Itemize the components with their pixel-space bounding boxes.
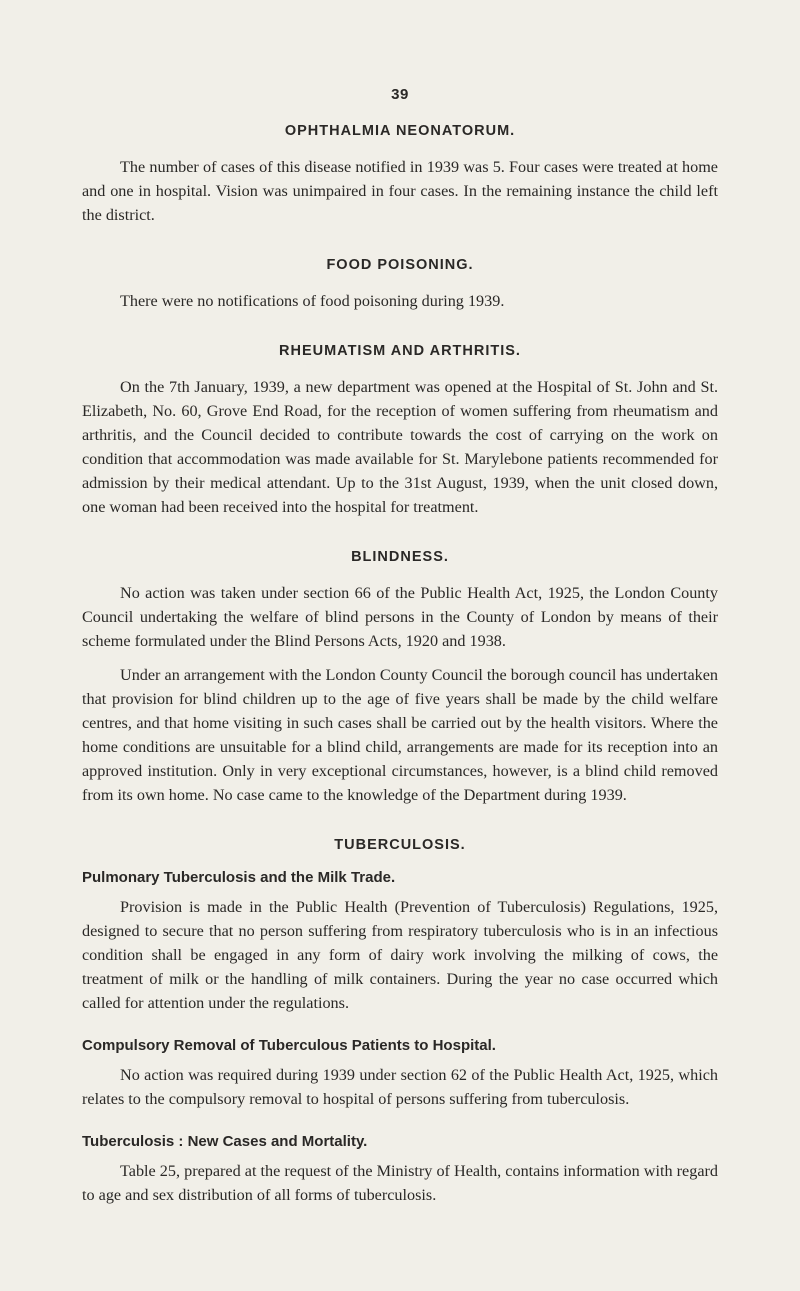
paragraph: On the 7th January, 1939, a new department was opened at the Hospital of St. John and St. Elizabeth, No. 60, Grove End Road, for the reception of women suffering from rheumatism and arthritis, and the Council decided to contribute towards the cost of carrying on the work on condition that accommodation was made available for St. Marylebone patients recommended for admission by their medical attendant. Up to the 31st August, 1939, when the unit closed down, one woman had been received into the hospital for treatment. xyxy=(82,378,718,516)
section-heading: BLINDNESS. xyxy=(351,549,449,565)
paragraph: No action was required during 1939 under section 62 of the Public Health Act, 1925, which relates to the compulsory removal to hospital of persons suffering from tuberculosis. xyxy=(82,1066,718,1108)
subsection-compulsory-removal xyxy=(82,1037,718,1111)
section-heading: OPHTHALMIA NEONATORUM. xyxy=(284,123,516,139)
sub-heading: Tuberculosis : New Cases and Mortality. xyxy=(82,1133,368,1150)
paragraph: Under an arrangement with the London County Council the borough council has undertaken that provision for blind children up to the age of five years shall be made by the child welfare centres, and that home visiting in such cases shall be carried out by the health visitors. Where the home conditions are unsuitable for a blind child, arrangements are made for its reception into an approved institution. Only in very exceptional circumstances, however, is a blind child removed from its own home. No case came to the knowledge of the Department during 1939. xyxy=(82,666,718,804)
page-number: 39 xyxy=(391,86,409,103)
section-rheumatism xyxy=(82,343,718,519)
paragraph: Table 25, prepared at the request of the Ministry of Health, contains information with regard to age and sex distribution of all forms of tuberculosis. xyxy=(82,1162,718,1204)
subsection-milk-trade xyxy=(82,869,718,1015)
paragraph: The number of cases of this disease notified in 1939 was 5. Four cases were treated at home and one in hospital. Vision was unimpaired in four cases. In the remaining instance the child left the district. xyxy=(82,158,718,224)
section-heading: RHEUMATISM AND ARTHRITIS. xyxy=(279,343,521,359)
section-blindness xyxy=(82,549,718,807)
section-food-poisoning xyxy=(82,257,718,313)
sub-heading: Pulmonary Tuberculosis and the Milk Trade. xyxy=(82,869,396,886)
paragraph: No action was taken under section 66 of the Public Health Act, 1925, the London County Council undertaking the welfare of blind persons in the County of London by means of their scheme formulated under the Blind Persons Acts, 1920 and 1938. xyxy=(82,584,718,650)
section-heading: FOOD POISONING. xyxy=(326,257,474,273)
section-heading: TUBERCULOSIS. xyxy=(334,837,466,853)
paragraph: There were no notifications of food poisoning during 1939. xyxy=(120,292,505,310)
sub-heading: Compulsory Removal of Tuberculous Patients to Hospital. xyxy=(82,1037,496,1054)
paragraph: Provision is made in the Public Health (Prevention of Tuberculosis) Regulations, 1925, designed to secure that no person suffering from respiratory tuberculosis who is in an infectious condition shall be engaged in any form of dairy work involving the milking of cows, the treatment of milk or the handling of milk containers. During the year no case occurred which called for attention under the regulations. xyxy=(82,898,718,1012)
section-ophthalmia xyxy=(82,123,718,227)
subsection-new-cases xyxy=(82,1133,718,1207)
section-tuberculosis xyxy=(82,837,718,1207)
